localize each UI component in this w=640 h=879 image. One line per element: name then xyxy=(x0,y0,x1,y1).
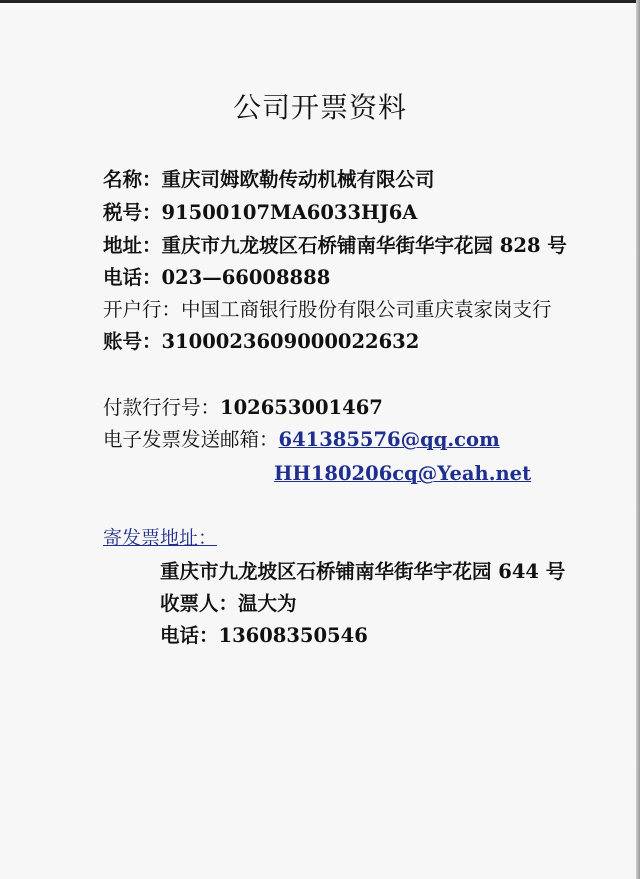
company-address-label: 地址： xyxy=(103,234,162,257)
company-name-row xyxy=(103,168,435,192)
company-phone-row xyxy=(103,266,330,290)
scan-border-right xyxy=(636,0,640,879)
recipient-label: 收票人： xyxy=(160,592,239,615)
mailing-address-row xyxy=(160,560,565,584)
company-name-label: 名称： xyxy=(103,168,162,191)
page-title: 公司开票资料 xyxy=(232,91,407,124)
bank-code-row xyxy=(103,396,383,420)
bank-code-value: 102653001467 xyxy=(220,396,383,419)
bank-value: 中国工商银行股份有限公司重庆袁家岗支行 xyxy=(181,298,552,321)
bank-code-label: 付款行行号： xyxy=(103,396,221,419)
company-address-value: 重庆市九龙坡区石桥铺南华街华宇花园 828 号 xyxy=(161,234,567,257)
bank-row xyxy=(103,298,552,322)
recipient-phone-row xyxy=(160,624,368,648)
company-name-value: 重庆司姆欧勒传动机械有限公司 xyxy=(161,168,435,191)
email-link-2[interactable]: HH180206cq@Yeah.net xyxy=(274,462,532,485)
tax-number-label: 税号： xyxy=(103,201,162,224)
bank-label: 开户行： xyxy=(103,298,182,321)
company-phone-value: 023—66008888 xyxy=(161,266,331,289)
scan-border-top xyxy=(0,0,640,3)
recipient-row xyxy=(160,592,297,616)
account-row xyxy=(103,330,419,354)
email-row xyxy=(103,428,500,452)
email-label: 电子发票发送邮箱： xyxy=(103,428,279,451)
account-label: 账号： xyxy=(103,330,162,353)
company-phone-label: 电话： xyxy=(103,266,162,289)
tax-number-row xyxy=(103,201,417,225)
account-value: 3100023609000022632 xyxy=(161,330,420,353)
recipient-phone-label: 电话： xyxy=(160,624,219,647)
recipient-phone-value: 13608350546 xyxy=(218,624,368,647)
company-address-row xyxy=(103,234,567,258)
tax-number-value: 91500107MA6033HJ6A xyxy=(161,201,418,224)
mailing-address-value: 重庆市九龙坡区石桥铺南华街华宇花园 644 号 xyxy=(160,560,566,583)
mailing-address-heading: 寄发票地址： xyxy=(103,527,218,549)
recipient-value: 温大为 xyxy=(238,592,297,615)
email-link-1[interactable]: 641385576@qq.com xyxy=(278,428,500,451)
email-row-2 xyxy=(274,462,531,486)
